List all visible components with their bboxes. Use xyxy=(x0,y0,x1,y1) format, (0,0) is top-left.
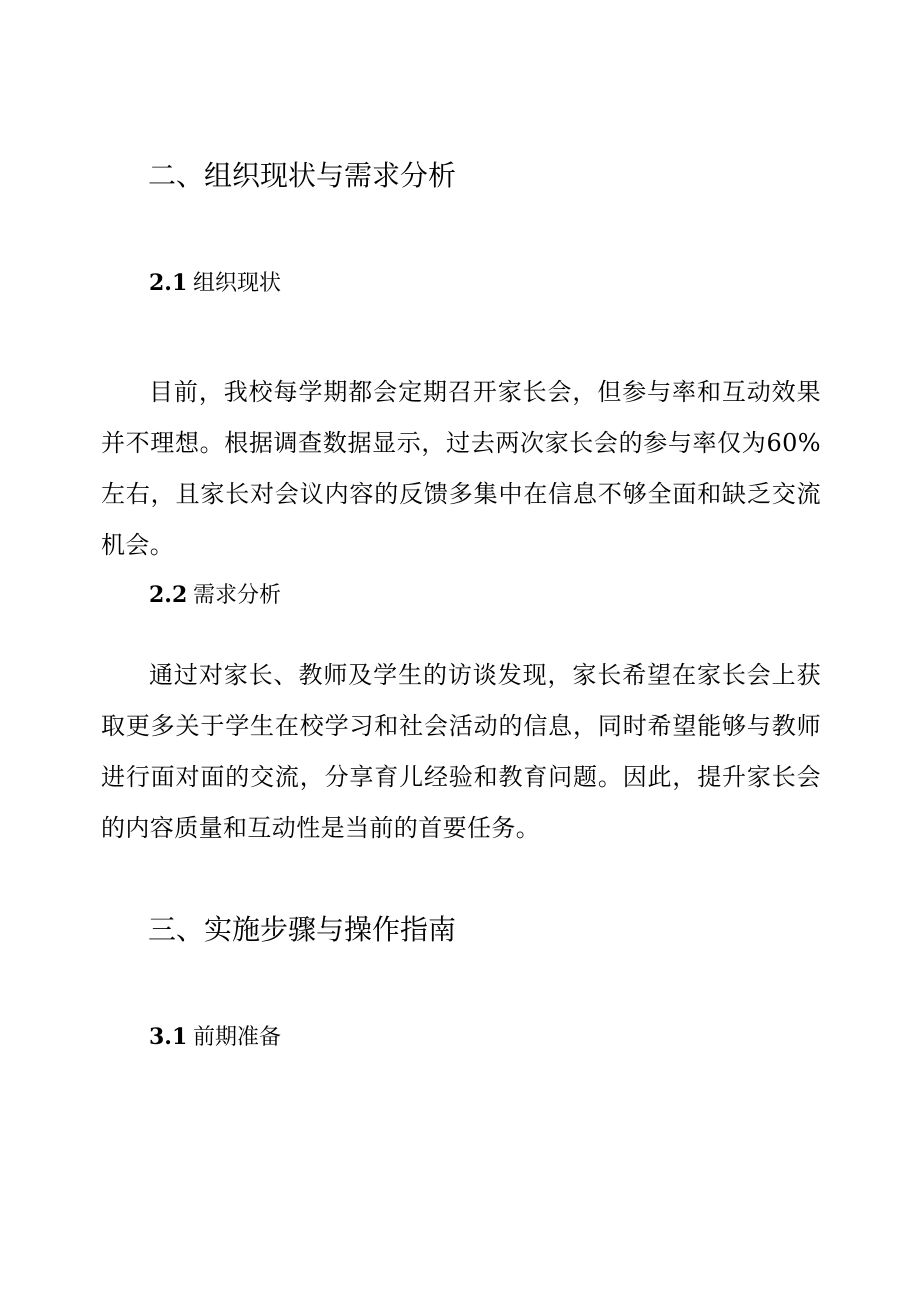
subsection-2-2-number: 2.2 xyxy=(149,582,188,608)
subsection-2-2-title: 需求分析 xyxy=(193,583,282,608)
subsection-2-1-number: 2.1 xyxy=(149,270,188,296)
subsection-2-2-heading xyxy=(149,580,281,611)
subsection-3-1-title: 前期准备 xyxy=(193,1025,282,1050)
subsection-2-1-heading xyxy=(149,268,281,299)
subsection-2-1-paragraph: 目前，我校每学期都会定期召开家长会，但参与率和互动效果并不理想。根据调查数据显示，过去两次家长会的参与率仅为60%左右，且家长对会议内容的反馈多集中在信息不够全面和缺乏交流机会。 xyxy=(101,378,821,559)
subsection-2-2-paragraph: 通过对家长、教师及学生的访谈发现，家长希望在家长会上获取更多关于学生在校学习和社会活动的信息，同时希望能够与教师进行面对面的交流，分享育儿经验和教育问题。因此，提升家长会的内容质量和互动性是当前的首要任务。 xyxy=(101,661,821,842)
subsection-3-1-heading xyxy=(149,1022,281,1053)
subsection-2-1-title: 组织现状 xyxy=(193,271,282,296)
section-3-heading: 三、实施步骤与操作指南 xyxy=(148,913,457,946)
subsection-3-1-number: 3.1 xyxy=(149,1024,188,1050)
section-2-heading: 二、组织现状与需求分析 xyxy=(148,159,457,192)
